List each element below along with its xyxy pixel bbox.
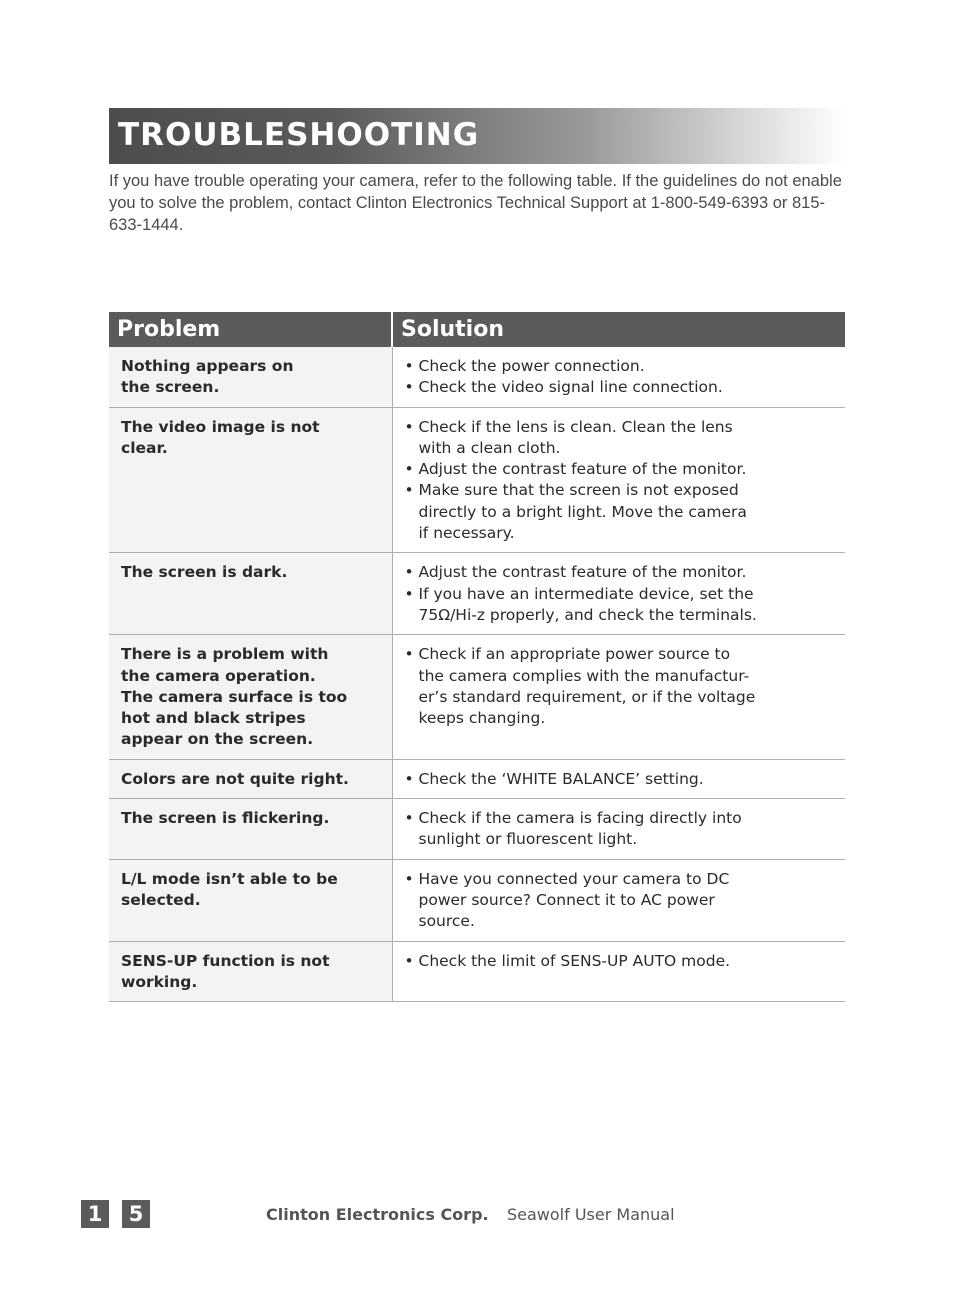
solution-text: Make sure that the screen is not exposed directly to a bright light. Move the camera if necessary. bbox=[418, 481, 747, 543]
problem-cell: The screen is flickering. bbox=[109, 799, 392, 860]
problem-cell: There is a problem with the camera operation. The camera surface is too hot and black stripes appear on the screen. bbox=[109, 635, 392, 759]
solution-text: Check if the camera is facing directly into sunlight or fluorescent light. bbox=[418, 809, 742, 849]
solution-text: Adjust the contrast feature of the monitor. bbox=[418, 563, 747, 582]
solution-cell bbox=[392, 941, 845, 1002]
problem-cell: SENS-UP function is not working. bbox=[109, 941, 392, 1002]
problem-cell: L/L mode isn’t able to be selected. bbox=[109, 859, 392, 941]
page-number-digit: 1 bbox=[81, 1200, 109, 1228]
bullet-icon: • bbox=[404, 809, 414, 828]
problem-cell: Nothing appears on the screen. bbox=[109, 347, 392, 407]
solution-item bbox=[405, 459, 836, 480]
solution-item bbox=[405, 644, 836, 729]
table-row bbox=[109, 553, 845, 635]
solution-item bbox=[405, 356, 836, 377]
solution-item bbox=[405, 584, 836, 627]
bullet-icon: • bbox=[404, 378, 414, 397]
solution-cell bbox=[392, 407, 845, 553]
solution-text: Check the limit of SENS-UP AUTO mode. bbox=[418, 951, 731, 970]
table-header-row bbox=[109, 312, 845, 347]
solution-text: If you have an intermediate device, set the 75Ω/Hi-z properly, and check the terminals. bbox=[418, 584, 757, 624]
problem-cell: The video image is not clear. bbox=[109, 407, 392, 553]
footer-company: Clinton Electronics Corp. bbox=[266, 1205, 489, 1224]
solution-item bbox=[405, 377, 836, 398]
bullet-icon: • bbox=[404, 951, 414, 970]
solution-item bbox=[405, 951, 836, 972]
table-row bbox=[109, 859, 845, 941]
page-number-digit: 5 bbox=[122, 1200, 150, 1228]
table-row bbox=[109, 347, 845, 407]
solution-item bbox=[405, 417, 836, 460]
solution-text: Check the ‘WHITE BALANCE’ setting. bbox=[418, 769, 704, 788]
bullet-icon: • bbox=[404, 357, 414, 375]
problem-cell: Colors are not quite right. bbox=[109, 759, 392, 798]
solution-header: Solution bbox=[392, 312, 845, 347]
solution-cell bbox=[392, 347, 845, 407]
problem-header: Problem bbox=[109, 312, 392, 347]
bullet-icon: • bbox=[404, 481, 414, 500]
table-row bbox=[109, 635, 845, 759]
intro-paragraph: If you have trouble operating your camera, refer to the following table. If the guidelines do not enable you to solve the problem, contact Clinton Electronics Technical Support at 1-800-549-6393 or 815-633-1444. bbox=[109, 172, 842, 234]
bullet-icon: • bbox=[404, 584, 414, 603]
solution-cell bbox=[392, 635, 845, 759]
solution-cell bbox=[392, 799, 845, 860]
solution-text: Check if an appropriate power source to the camera complies with the manufactur- er’s standard requirement, or if the voltage keeps changing. bbox=[418, 645, 756, 728]
solution-cell bbox=[392, 859, 845, 941]
solution-item bbox=[405, 769, 836, 790]
title-banner bbox=[109, 108, 845, 164]
solution-text: Have you connected your camera to DC power source? Connect it to AC power source. bbox=[418, 869, 730, 931]
solution-text: Adjust the contrast feature of the monitor. bbox=[418, 460, 747, 479]
solution-item bbox=[405, 808, 836, 851]
solution-item bbox=[405, 480, 836, 544]
table-row bbox=[109, 941, 845, 1002]
bullet-icon: • bbox=[404, 645, 414, 664]
table-row bbox=[109, 759, 845, 798]
bullet-icon: • bbox=[404, 417, 414, 436]
solution-cell bbox=[392, 759, 845, 798]
problem-cell: The screen is dark. bbox=[109, 553, 392, 635]
troubleshooting-table bbox=[109, 312, 845, 1002]
bullet-icon: • bbox=[404, 769, 414, 788]
solution-item bbox=[405, 562, 836, 583]
page-title: TROUBLESHOOTING bbox=[118, 117, 480, 153]
solution-text: Check the power connection. bbox=[418, 357, 645, 375]
solution-text: Check if the lens is clean. Clean the lens with a clean cloth. bbox=[418, 417, 733, 457]
solution-item bbox=[405, 869, 836, 933]
table-row bbox=[109, 407, 845, 553]
bullet-icon: • bbox=[404, 869, 414, 888]
solution-cell bbox=[392, 553, 845, 635]
table-row bbox=[109, 799, 845, 860]
solution-text: Check the video signal line connection. bbox=[418, 378, 723, 397]
bullet-icon: • bbox=[404, 460, 414, 479]
bullet-icon: • bbox=[404, 563, 414, 582]
footer-manual-title: Seawolf User Manual bbox=[507, 1205, 675, 1224]
